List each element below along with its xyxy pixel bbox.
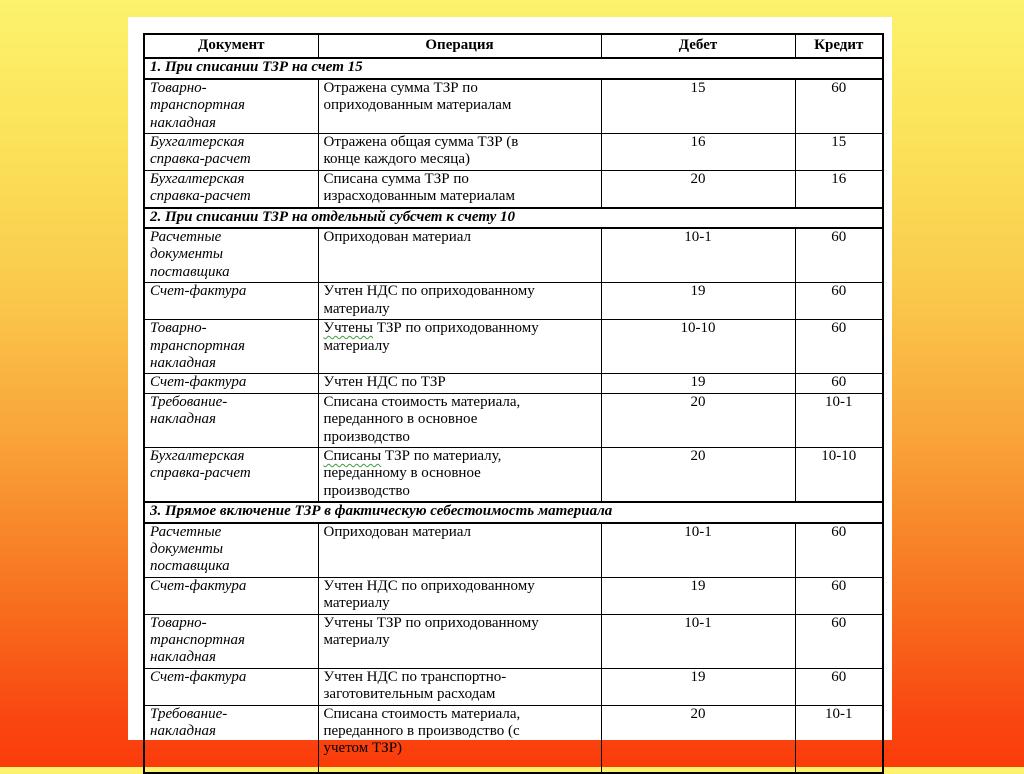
section-header-row — [144, 502, 883, 522]
debit-cell: 19 — [601, 577, 795, 614]
section-title: 2. При списании ТЗР на отдельный субсчет к счету 10 — [144, 208, 883, 228]
col-header-document: Документ — [144, 34, 318, 58]
spellcheck-underlined-word: Учтены — [323, 320, 373, 337]
col-header-credit: Кредит — [795, 34, 883, 58]
table-row — [144, 523, 883, 578]
content-panel — [128, 17, 892, 757]
spellcheck-underlined-word: Списаны — [323, 447, 382, 464]
debit-cell: 20 — [601, 393, 795, 447]
table-row — [144, 374, 883, 393]
table-row — [144, 668, 883, 705]
document-cell: Счет-фактура — [144, 374, 318, 393]
operation-cell: Оприходован материал — [318, 228, 601, 283]
document-cell: Бухгалтерская справка-расчет — [144, 447, 318, 502]
table-row — [144, 705, 883, 773]
table-row — [144, 447, 883, 502]
operation-cell: Списана сумма ТЗР по израсходованным материалам — [318, 170, 601, 207]
credit-cell: 10-1 — [795, 393, 883, 447]
credit-cell: 60 — [795, 668, 883, 705]
debit-cell: 20 — [601, 170, 795, 207]
credit-cell: 15 — [795, 134, 883, 171]
debit-cell: 10-1 — [601, 523, 795, 578]
table-row — [144, 79, 883, 134]
operation-cell: Отражена сумма ТЗР по оприходованным материалам — [318, 79, 601, 134]
operation-cell: Учтен НДС по оприходованному материалу — [318, 577, 601, 614]
operation-cell: Учтен НДС по транспортно-заготовительным расходам — [318, 668, 601, 705]
document-cell: Счет-фактура — [144, 577, 318, 614]
operation-cell: Оприходован материал — [318, 523, 601, 578]
section-header-row — [144, 208, 883, 228]
table-row — [144, 170, 883, 207]
document-cell: Расчетные документы поставщика — [144, 228, 318, 283]
debit-cell: 20 — [601, 447, 795, 502]
document-cell: Счет-фактура — [144, 283, 318, 320]
debit-cell: 19 — [601, 668, 795, 705]
document-cell: Товарно-транспортная накладная — [144, 614, 318, 668]
section-title: 1. При списании ТЗР на счет 15 — [144, 58, 883, 78]
debit-cell: 16 — [601, 134, 795, 171]
debit-cell: 19 — [601, 374, 795, 393]
debit-cell: 20 — [601, 705, 795, 773]
col-header-debit: Дебет — [601, 34, 795, 58]
operation-cell: Отражена общая сумма ТЗР (в конце каждого месяца) — [318, 134, 601, 171]
table-row — [144, 283, 883, 320]
credit-cell: 60 — [795, 79, 883, 134]
credit-cell: 60 — [795, 614, 883, 668]
operation-cell: Учтен НДС по ТЗР — [318, 374, 601, 393]
table-row — [144, 577, 883, 614]
table-row — [144, 228, 883, 283]
credit-cell: 16 — [795, 170, 883, 207]
document-cell: Бухгалтерская справка-расчет — [144, 134, 318, 171]
debit-cell: 10-1 — [601, 228, 795, 283]
operation-cell: Учтен НДС по оприходованному материалу — [318, 283, 601, 320]
document-cell: Товарно-транспортная накладная — [144, 79, 318, 134]
col-header-operation: Операция — [318, 34, 601, 58]
document-cell: Расчетные документы поставщика — [144, 523, 318, 578]
table-header-row — [144, 34, 883, 58]
credit-cell: 60 — [795, 523, 883, 578]
debit-cell: 10-10 — [601, 320, 795, 374]
credit-cell: 60 — [795, 283, 883, 320]
table-body — [144, 58, 883, 772]
debit-cell: 19 — [601, 283, 795, 320]
postings-table — [143, 33, 884, 774]
table-row — [144, 320, 883, 374]
section-header-row — [144, 58, 883, 78]
document-cell: Бухгалтерская справка-расчет — [144, 170, 318, 207]
operation-cell: Списана стоимость материала, переданного в производство (с учетом ТЗР) — [318, 705, 601, 773]
operation-cell: Списаны ТЗР по материалу, переданному в основное производство — [318, 447, 601, 502]
operation-cell: Учтены ТЗР по оприходованному материалу — [318, 614, 601, 668]
credit-cell: 60 — [795, 228, 883, 283]
document-cell: Товарно-транспортная накладная — [144, 320, 318, 374]
credit-cell: 10-10 — [795, 447, 883, 502]
operation-cell: Списана стоимость материала, переданного в основное производство — [318, 393, 601, 447]
table-row — [144, 393, 883, 447]
table-row — [144, 614, 883, 668]
credit-cell: 60 — [795, 320, 883, 374]
operation-cell: Учтены ТЗР по оприходованному материалу — [318, 320, 601, 374]
document-cell: Счет-фактура — [144, 668, 318, 705]
debit-cell: 10-1 — [601, 614, 795, 668]
credit-cell: 60 — [795, 577, 883, 614]
debit-cell: 15 — [601, 79, 795, 134]
table-row — [144, 134, 883, 171]
document-cell: Требование-накладная — [144, 705, 318, 773]
credit-cell: 10-1 — [795, 705, 883, 773]
document-cell: Требование-накладная — [144, 393, 318, 447]
credit-cell: 60 — [795, 374, 883, 393]
section-title: 3. Прямое включение ТЗР в фактическую себестоимость материала — [144, 502, 883, 522]
